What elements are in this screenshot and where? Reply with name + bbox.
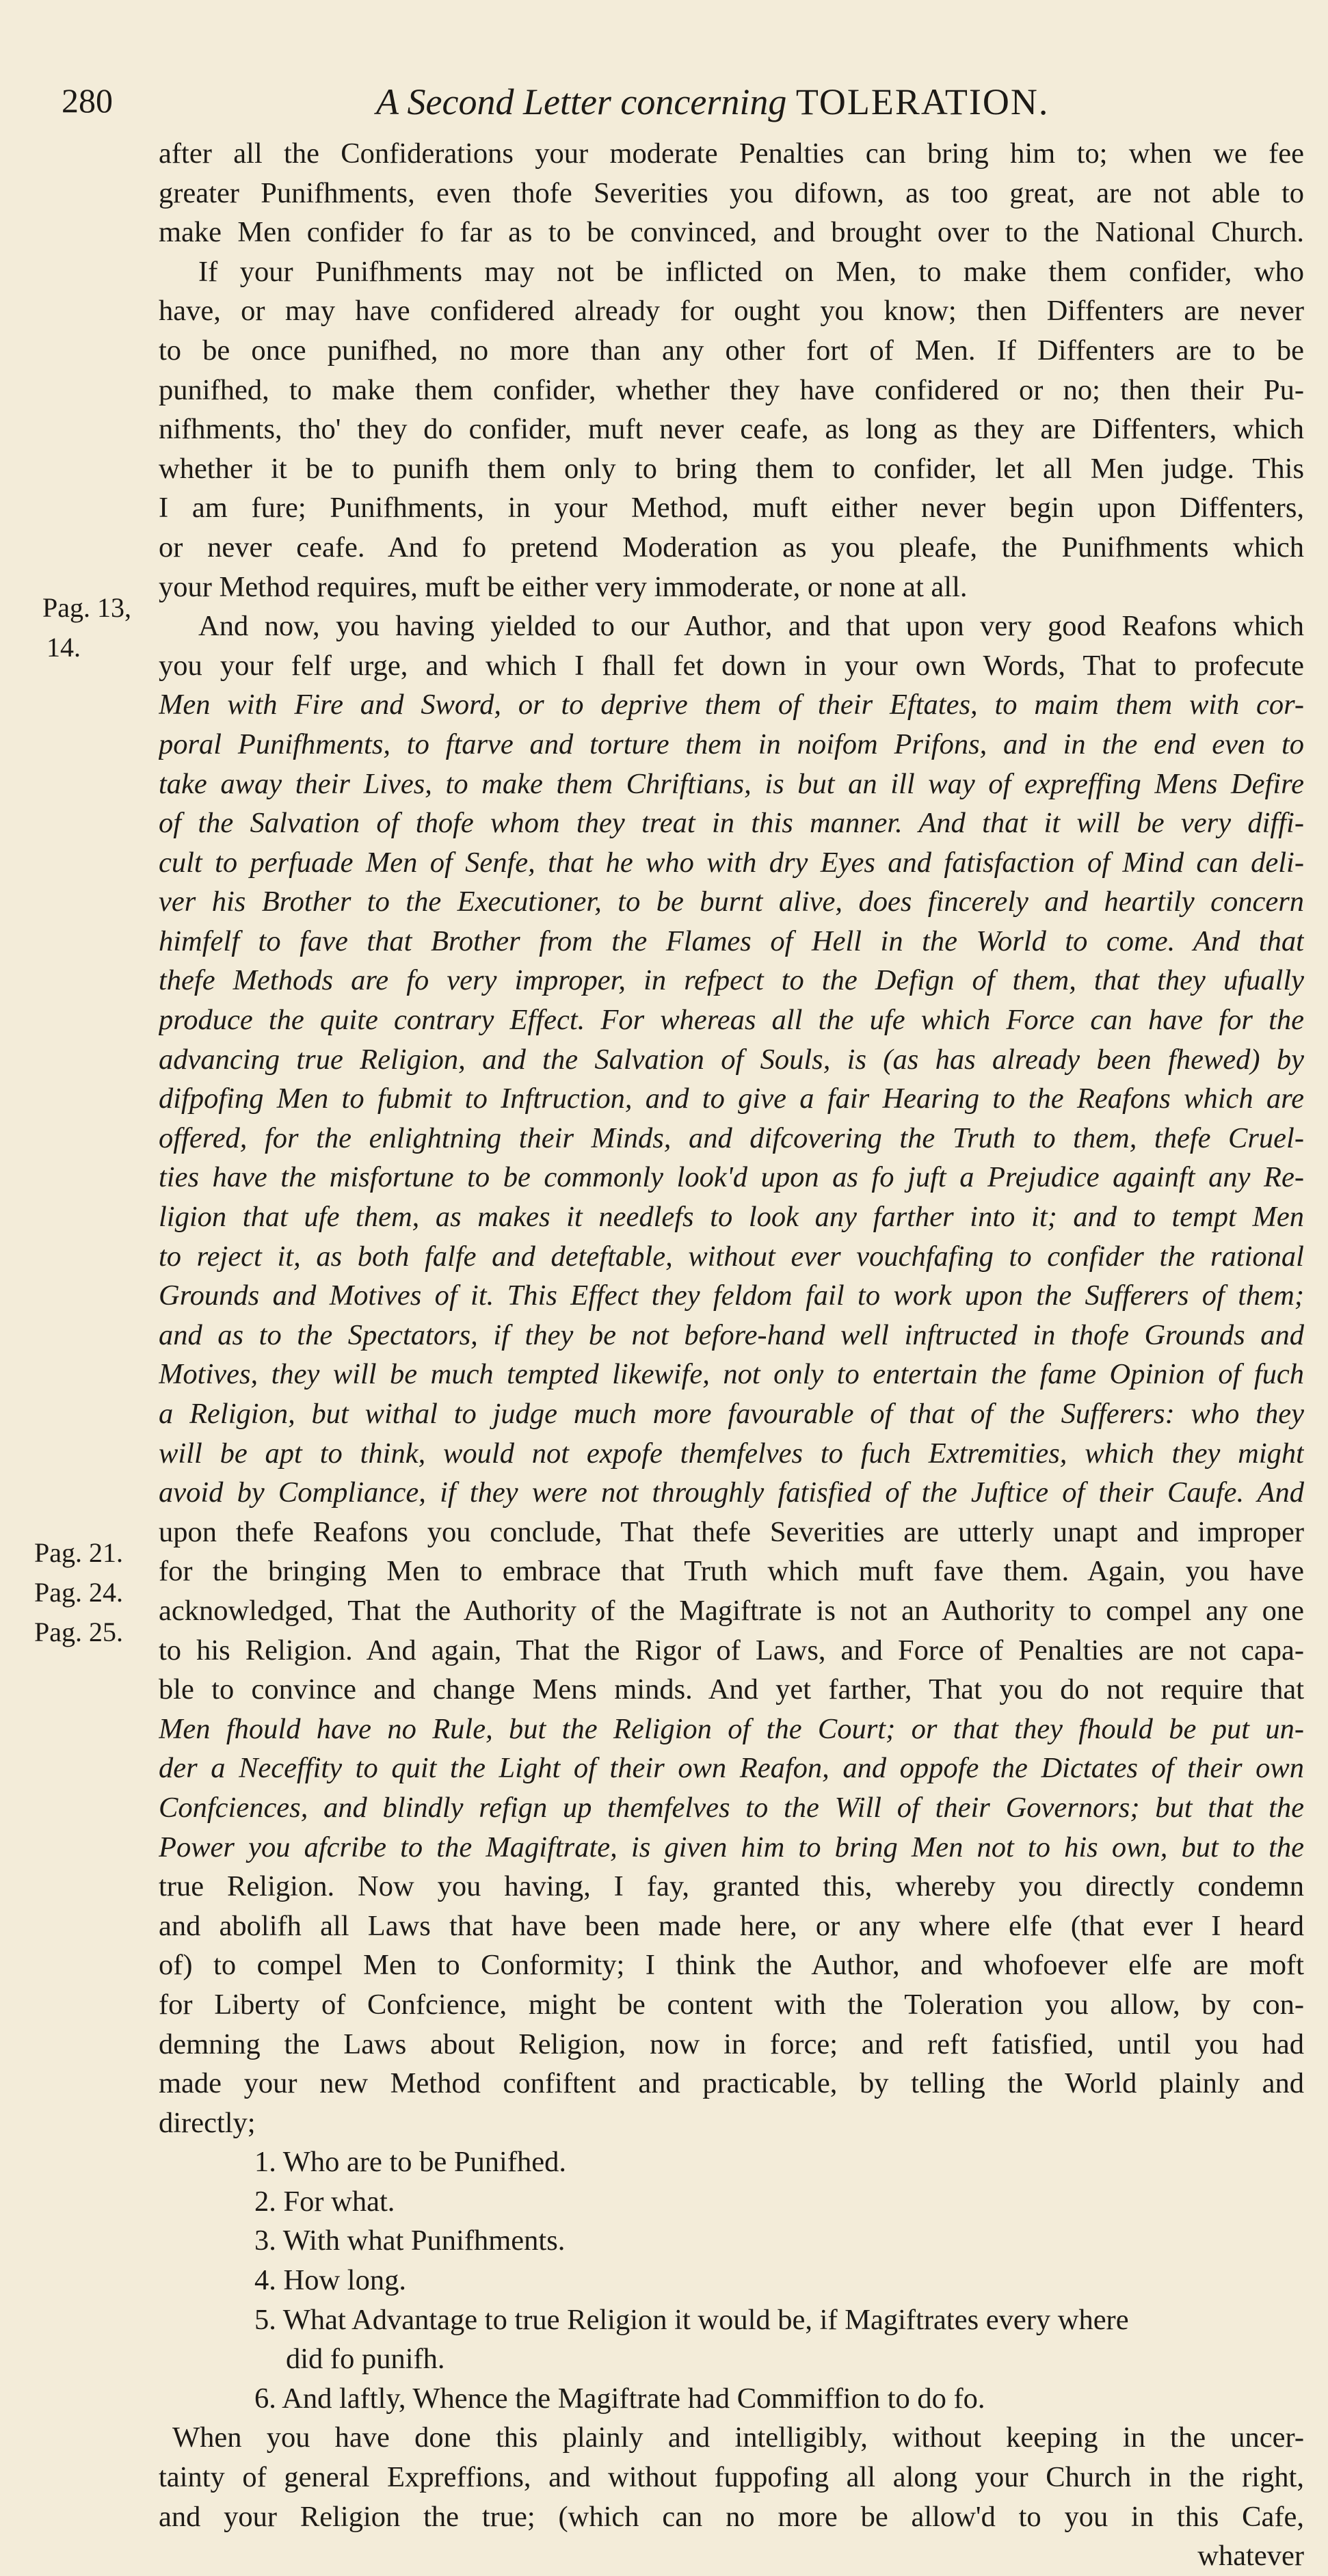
page-header — [62, 81, 1290, 129]
text-line: acknowledged, That the Authority of the Magiftrate is not an Authority to compel any one — [159, 1594, 1304, 1627]
body-text — [159, 134, 1304, 2576]
margin-note: Pag. 25. — [34, 1617, 123, 1647]
text-line: or never ceafe. And fo pretend Moderation as you pleafe, the Punifhments which — [159, 531, 1304, 563]
text-line: will be apt to think, would not expofe themfelves to fuch Extremities, which they might — [159, 1437, 1304, 1470]
text-line: ligion that ufe them, as makes it needlefs to look any farther into it; and to tempt Men — [159, 1201, 1304, 1234]
text-line: to reject it, as both falfe and deteftable, without ever vouchfafing to confider the rational — [159, 1240, 1304, 1273]
text-line: greater Punifhments, even thofe Severities you difown, as too great, are not able to — [159, 176, 1304, 209]
text-line: whether it be to punifh them only to bring them to confider, let all Men judge. This — [159, 452, 1304, 485]
text-line: punifhed, to make them confider, whether they have confidered or no; then their Pu- — [159, 373, 1304, 406]
text-line: der a Neceffity to quit the Light of their own Reafon, and oppofe the Dictates of their own — [159, 1752, 1304, 1785]
text-line: advancing true Religion, and the Salvation of Souls, is (as has already been fhewed) by — [159, 1043, 1304, 1076]
text-line: 4. How long. — [254, 2264, 406, 2297]
text-line: make Men confider fo far as to be convinced, and brought over to the National Church. — [159, 216, 1304, 249]
running-title-smallcaps: TOLERATION. — [795, 81, 1050, 122]
text-line: When you have done this plainly and intelligibly, without keeping in the uncer- — [172, 2421, 1304, 2454]
running-title — [376, 81, 1049, 123]
text-line: 1. Who are to be Punifhed. — [254, 2146, 566, 2179]
text-line: Men fhould have no Rule, but the Religion of the Court; or that they fhould be put un- — [159, 1712, 1304, 1745]
text-line: directly; — [159, 2106, 256, 2139]
text-line: Motives, they will be much tempted likewife, not only to entertain the fame Opinion of fuch — [159, 1358, 1304, 1391]
text-line: and as to the Spectators, if they be not before-hand well inftructed in thofe Grounds and — [159, 1318, 1304, 1351]
text-line: offered, for the enlightning their Minds, and difcovering the Truth to them, thefe Cruel- — [159, 1121, 1304, 1154]
text-line: Grounds and Motives of it. This Effect they feldom fail to work upon the Sufferers of them; — [159, 1279, 1304, 1312]
text-line: 6. And laftly, Whence the Magiftrate had Commiffion to do fo. — [254, 2382, 985, 2415]
margin-note: 14. — [47, 632, 81, 663]
text-line: your Method requires, muft be either very immoderate, or none at all. — [159, 570, 968, 603]
text-line: Power you afcribe to the Magiftrate, is given him to bring Men not to his own, but to the — [159, 1831, 1304, 1863]
text-line: you your felf urge, and which I fhall fet down in your own Words, That to profecute — [159, 649, 1304, 682]
text-line: ver his Brother to the Executioner, to be burnt alive, does fincerely and heartily concern — [159, 886, 1304, 918]
text-line: poral Punifhments, to ftarve and torture them in noifom Prifons, and in the end even to — [159, 728, 1304, 760]
text-line: nifhments, tho' they do confider, muft never ceafe, as long as they are Diffenters, which — [159, 413, 1304, 446]
text-line: demning the Laws about Religion, now in force; and reft fatisfied, until you had — [159, 2028, 1304, 2060]
text-line: ble to convince and change Mens minds. And yet farther, That you do not require that — [159, 1673, 1304, 1706]
margin-note: Pag. 21. — [34, 1537, 123, 1568]
text-line: whatever — [1197, 2540, 1304, 2573]
text-line: after all the Confiderations your moderate Penalties can bring him to; when we fee — [159, 137, 1304, 170]
text-line: difpofing Men to fubmit to Inftruction, and to give a fair Hearing to the Reafons which are — [159, 1083, 1304, 1115]
text-line: 5. What Advantage to true Religion it would be, if Magiftrates every where — [254, 2303, 1129, 2336]
text-line: of the Salvation of thofe whom they treat in this manner. And that it will be very diffi- — [159, 807, 1304, 840]
text-line: true Religion. Now you having, I fay, granted this, whereby you directly condemn — [159, 1870, 1304, 1903]
text-line: to be once punifhed, no more than any other fort of Men. If Diffenters are to be — [159, 334, 1304, 367]
text-line: for the bringing Men to embrace that Truth which muft fave them. Again, you have — [159, 1555, 1304, 1588]
text-line: take away their Lives, to make them Chriftians, is but an ill way of expreffing Mens Defire — [159, 767, 1304, 800]
page-number: 280 — [62, 81, 113, 120]
text-line: of) to compel Men to Conformity; I think the Author, and whofoever elfe are moft — [159, 1949, 1304, 1982]
text-line: Men with Fire and Sword, or to deprive them of their Eftates, to maim them with cor- — [159, 689, 1304, 721]
text-line: 3. With what Punifhments. — [254, 2225, 566, 2257]
text-line: a Religion, but withal to judge much more favourable of that of the Sufferers: who they — [159, 1398, 1304, 1430]
text-line: thefe Methods are fo very improper, in refpect to the Defign of them, that they ufually — [159, 964, 1304, 997]
margin-note: Pag. 13, — [42, 592, 131, 623]
text-line: did fo punifh. — [286, 2343, 445, 2376]
text-line: ties have the misfortune to be commonly look'd upon as fo juft a Prejudice againft any Re- — [159, 1161, 1304, 1194]
text-line: made your new Method confiftent and practicable, by telling the World plainly and — [159, 2067, 1304, 2100]
text-line: himfelf to fave that Brother from the Flames of Hell in the World to come. And that — [159, 925, 1304, 957]
text-line: have, or may have confidered already for ought you know; then Diffenters are never — [159, 295, 1304, 328]
text-line: to his Religion. And again, That the Rigor of Laws, and Force of Penalties are not capa- — [159, 1634, 1304, 1667]
running-title-italic: A Second Letter concerning — [376, 81, 796, 122]
text-line: and abolifh all Laws that have been made here, or any where elfe (that ever I heard — [159, 1909, 1304, 1942]
text-line: upon thefe Reafons you conclude, That thefe Severities are utterly unapt and improper — [159, 1515, 1304, 1548]
text-line: tainty of general Expreffions, and without fuppofing all along your Church in the right, — [159, 2461, 1304, 2494]
text-line: Confciences, and blindly refign up themfelves to the Will of their Governors; but that the — [159, 1791, 1304, 1824]
text-line: produce the quite contrary Effect. For whereas all the ufe which Force can have for the — [159, 1004, 1304, 1037]
text-line: 2. For what. — [254, 2185, 395, 2218]
text-line: If your Punifhments may not be inflicted on Men, to make them confider, who — [198, 255, 1304, 288]
text-line: and your Religion the true; (which can no more be allow'd to you in this Cafe, — [159, 2500, 1304, 2533]
text-line: cult to perfuade Men of Senfe, that he who with dry Eyes and fatisfaction of Mind can deli- — [159, 846, 1304, 879]
text-line: And now, you having yielded to our Author, and that upon very good Reafons which — [198, 610, 1304, 643]
text-line: I am fure; Punifhments, in your Method, muft either never begin upon Diffenters, — [159, 492, 1304, 525]
text-line: for Liberty of Confcience, might be content with the Toleration you allow, by con- — [159, 1988, 1304, 2021]
margin-note: Pag. 24. — [34, 1577, 123, 1608]
text-line: avoid by Compliance, if they were not throughly fatisfied of the Juftice of their Caufe. And — [159, 1476, 1304, 1509]
